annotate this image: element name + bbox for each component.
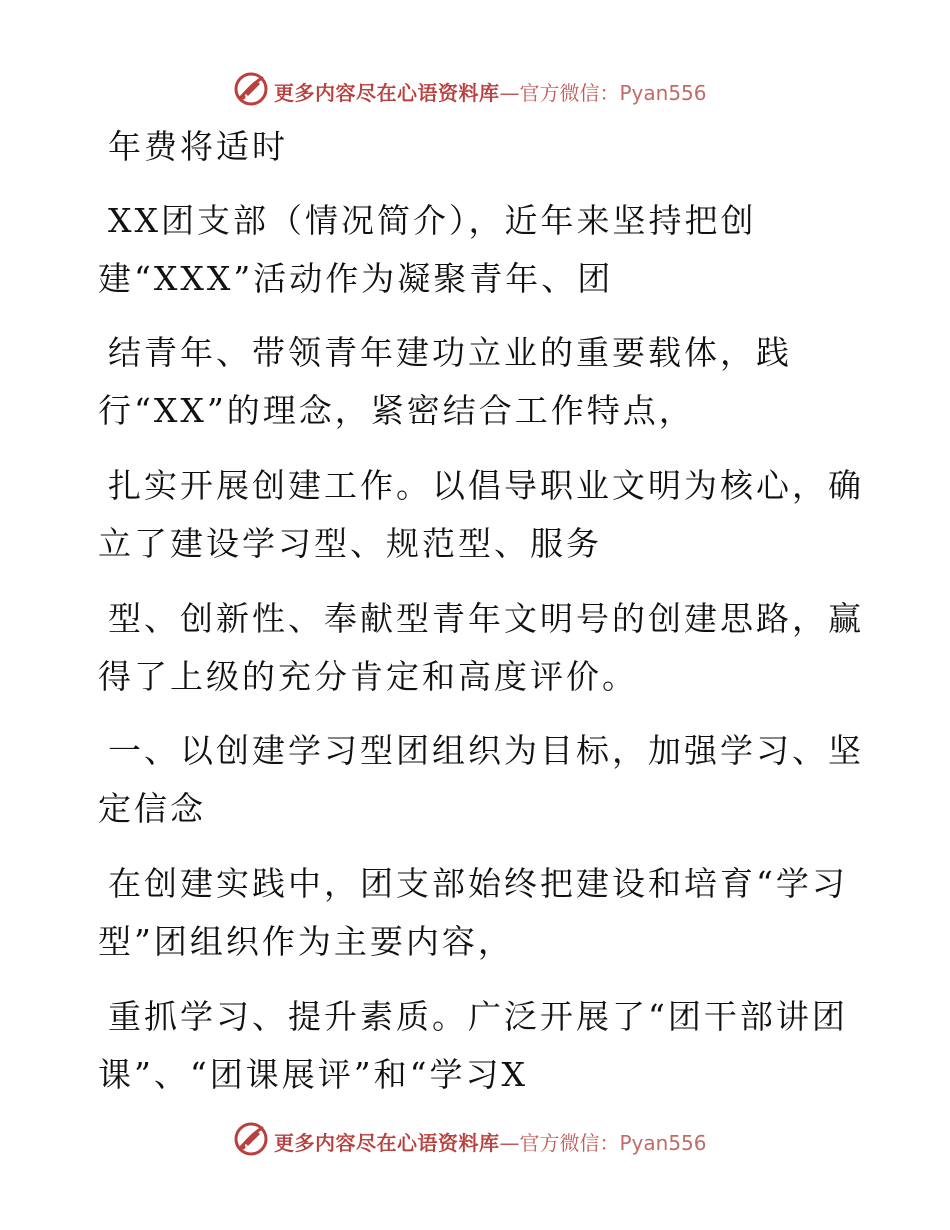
body-line: 得了上级的充分肯定和高度评价。 [98, 657, 638, 696]
body-line: 重抓学习、提升素质。广泛开展了“团干部讲团 [108, 997, 848, 1036]
header-watermark [0, 70, 950, 110]
body-line: 建“XXX”活动作为凝聚青年、团 [98, 259, 614, 298]
footer-wechat-id: Pyan556 [619, 1131, 707, 1155]
section-heading: 一、以创建学习型团组织为目标，加强学习、坚 [108, 731, 864, 770]
pen-logo-icon [234, 72, 268, 106]
body-line: 型、创新性、奉献型青年文明号的创建思路，赢 [108, 599, 864, 638]
footer-official-label: 官方微信： [519, 1131, 620, 1155]
footer-watermark [0, 1120, 950, 1160]
body-line: 扎实开展创建工作。以倡导职业文明为核心，确 [108, 466, 864, 505]
body-line: 年费将适时 [108, 127, 288, 166]
header-official-label: 官方微信： [519, 81, 620, 105]
footer-watermark-text [274, 1127, 707, 1156]
footer-brand: 更多内容尽在心语资料库 [274, 1131, 500, 1155]
header-wechat-id: Pyan556 [619, 81, 707, 105]
section-heading-cont: 定信念 [98, 789, 206, 828]
body-line: 在创建实践中，团支部始终把建设和培育“学习 [108, 864, 848, 903]
header-dash: — [499, 81, 520, 105]
body-line: XX团支部（情况简介），近年来坚持把创 [108, 201, 757, 240]
header-brand: 更多内容尽在心语资料库 [274, 81, 500, 105]
body-line: 型”团组织作为主要内容， [98, 922, 514, 961]
pen-logo-icon [234, 1122, 268, 1156]
body-line: 结青年、带领青年建功立业的重要载体，践 [108, 333, 792, 372]
body-line: 课”、“团课展评”和“学习X [98, 1055, 528, 1094]
header-watermark-text [274, 77, 707, 106]
body-line: 行“XX”的理念，紧密结合工作特点， [98, 391, 695, 430]
footer-dash: — [499, 1131, 520, 1155]
body-line: 立了建设学习型、规范型、服务 [98, 524, 602, 563]
